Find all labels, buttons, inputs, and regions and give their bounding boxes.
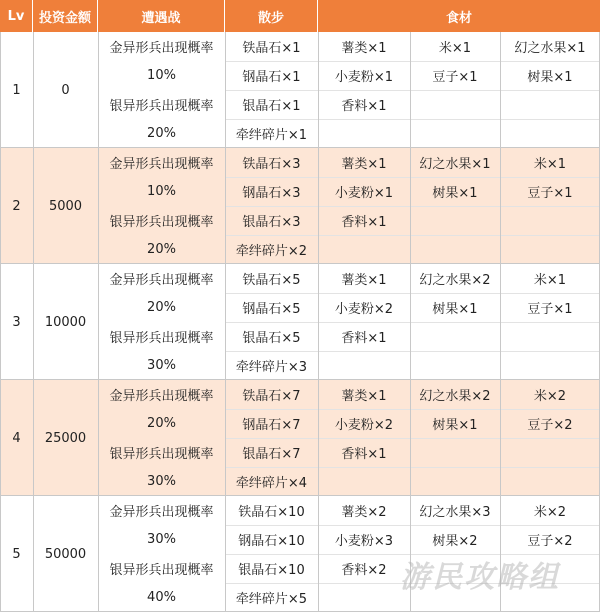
food-item: [500, 119, 600, 148]
column-divider: [98, 32, 99, 612]
walk-item: 银晶石×1: [242, 99, 301, 114]
food-item: [500, 206, 600, 235]
food-item: 香料×1: [341, 99, 387, 114]
encounter-line: 30%: [147, 358, 176, 373]
invest-cell: 25000: [44, 430, 87, 446]
food-item: [410, 351, 500, 380]
food-item: [410, 322, 500, 351]
walk-item: 牵绊碎片×5: [235, 592, 308, 607]
food-item: 幻之水果×2: [419, 273, 491, 288]
food-item: 树果×1: [432, 418, 478, 433]
encounter-line: 40%: [147, 590, 176, 605]
food-item: 幻之水果×1: [419, 157, 491, 172]
encounter-line: 银异形兵出现概率: [109, 99, 214, 114]
column-divider: [410, 32, 411, 612]
level-cell: 4: [12, 430, 21, 446]
level-cell: 5: [12, 546, 21, 562]
encounter-line: 30%: [147, 474, 176, 489]
walk-item: 牵绊碎片×4: [235, 476, 308, 491]
encounter-line: 银异形兵出现概率: [109, 447, 214, 462]
encounter-line: 银异形兵出现概率: [109, 215, 214, 230]
food-item: [410, 206, 500, 235]
walk-item: 铁晶石×10: [238, 505, 305, 520]
walk-item: 钢晶石×10: [238, 534, 305, 549]
walk-item: 银晶石×7: [242, 447, 301, 462]
column-divider: [33, 32, 34, 612]
walk-item: 钢晶石×5: [242, 302, 301, 317]
encounter-line: 20%: [147, 416, 176, 431]
food-item: 树果×2: [432, 534, 478, 549]
header-lv: Lv: [0, 0, 33, 32]
food-item: [318, 235, 410, 264]
sub-row-divider: [225, 409, 600, 410]
column-divider: [0, 32, 1, 612]
encounter-line: 20%: [147, 300, 176, 315]
walk-item: 铁晶石×5: [242, 273, 301, 288]
column-divider: [500, 32, 501, 612]
food-item: 薯类×1: [341, 273, 387, 288]
sub-row-divider: [225, 322, 600, 323]
food-item: 小麦粉×2: [334, 302, 394, 317]
walk-item: 钢晶石×3: [242, 186, 301, 201]
header-walk: 散步: [225, 0, 318, 32]
food-item: [500, 438, 600, 467]
food-item: 幻之水果×2: [419, 389, 491, 404]
walk-item: 铁晶石×1: [242, 41, 301, 56]
walk-item: 铁晶石×3: [242, 157, 301, 172]
column-divider: [225, 32, 226, 612]
walk-item: 钢晶石×7: [242, 418, 301, 433]
encounter-line: 银异形兵出现概率: [109, 331, 214, 346]
sub-row-divider: [225, 525, 600, 526]
food-item: [500, 467, 600, 496]
sub-row-divider: [225, 351, 600, 352]
food-item: 小麦粉×1: [334, 186, 394, 201]
encounter-line: 30%: [147, 532, 176, 547]
sub-row-divider: [225, 61, 600, 62]
header-encounter: 遭遇战: [98, 0, 225, 32]
sub-row-divider: [225, 119, 600, 120]
food-item: [318, 351, 410, 380]
food-item: 豆子×1: [527, 302, 573, 317]
food-item: 薯类×1: [341, 389, 387, 404]
food-item: 薯类×2: [341, 505, 387, 520]
food-item: [500, 351, 600, 380]
header-invest: 投资金额: [33, 0, 98, 32]
food-item: 豆子×2: [527, 534, 573, 549]
food-item: [500, 322, 600, 351]
watermark: 游民攻略组: [400, 560, 560, 595]
invest-cell: 5000: [48, 198, 83, 214]
sub-row-divider: [225, 90, 600, 91]
walk-item: 银晶石×5: [242, 331, 301, 346]
food-item: 香料×1: [341, 215, 387, 230]
sub-row-divider: [225, 206, 600, 207]
walk-item: 牵绊碎片×1: [235, 128, 308, 143]
sub-row-divider: [225, 467, 600, 468]
encounter-line: 10%: [147, 184, 176, 199]
invest-cell: 0: [61, 82, 70, 98]
food-item: 豆子×1: [527, 186, 573, 201]
food-item: 树果×1: [432, 302, 478, 317]
food-item: [500, 235, 600, 264]
walk-item: 银晶石×3: [242, 215, 301, 230]
level-cell: 1: [12, 82, 21, 98]
food-item: [410, 119, 500, 148]
food-item: 小麦粉×1: [334, 70, 394, 85]
food-item: 小麦粉×2: [334, 418, 394, 433]
food-item: 薯类×1: [341, 41, 387, 56]
invest-cell: 10000: [44, 314, 87, 330]
walk-item: 银晶石×10: [238, 563, 305, 578]
walk-item: 牵绊碎片×2: [235, 244, 308, 259]
encounter-line: 金异形兵出现概率: [109, 389, 214, 404]
food-item: [410, 90, 500, 119]
sub-row-divider: [225, 293, 600, 294]
level-cell: 3: [12, 314, 21, 330]
food-item: [318, 467, 410, 496]
food-item: 米×1: [438, 41, 472, 56]
sub-row-divider: [225, 235, 600, 236]
invest-cell: 50000: [44, 546, 87, 562]
sub-row-divider: [225, 438, 600, 439]
encounter-line: 金异形兵出现概率: [109, 505, 214, 520]
encounter-line: 银异形兵出现概率: [109, 563, 214, 578]
food-item: 树果×1: [432, 186, 478, 201]
food-item: 米×1: [533, 273, 567, 288]
walk-item: 铁晶石×7: [242, 389, 301, 404]
encounter-line: 20%: [147, 242, 176, 257]
encounter-line: 金异形兵出现概率: [109, 273, 214, 288]
food-item: 薯类×1: [341, 157, 387, 172]
food-item: [410, 235, 500, 264]
food-item: 豆子×2: [527, 418, 573, 433]
encounter-line: 20%: [147, 126, 176, 141]
food-item: 米×2: [533, 389, 567, 404]
food-item: [318, 119, 410, 148]
food-item: 幻之水果×3: [419, 505, 491, 520]
walk-item: 牵绊碎片×3: [235, 360, 308, 375]
food-item: 香料×1: [341, 447, 387, 462]
food-item: 香料×2: [341, 563, 387, 578]
encounter-line: 金异形兵出现概率: [109, 41, 214, 56]
food-item: 米×2: [533, 505, 567, 520]
encounter-line: 金异形兵出现概率: [109, 157, 214, 172]
food-item: 豆子×1: [432, 70, 478, 85]
food-item: 树果×1: [527, 70, 573, 85]
food-item: [500, 90, 600, 119]
level-cell: 2: [12, 198, 21, 214]
food-item: 香料×1: [341, 331, 387, 346]
encounter-line: 10%: [147, 68, 176, 83]
food-item: [318, 583, 410, 612]
column-divider: [318, 32, 319, 612]
food-item: 米×1: [533, 157, 567, 172]
food-item: [410, 467, 500, 496]
walk-item: 钢晶石×1: [242, 70, 301, 85]
food-item: [410, 438, 500, 467]
food-item: 小麦粉×3: [334, 534, 394, 549]
header-food: 食材: [318, 0, 600, 32]
sub-row-divider: [225, 177, 600, 178]
food-item: 幻之水果×1: [514, 41, 586, 56]
